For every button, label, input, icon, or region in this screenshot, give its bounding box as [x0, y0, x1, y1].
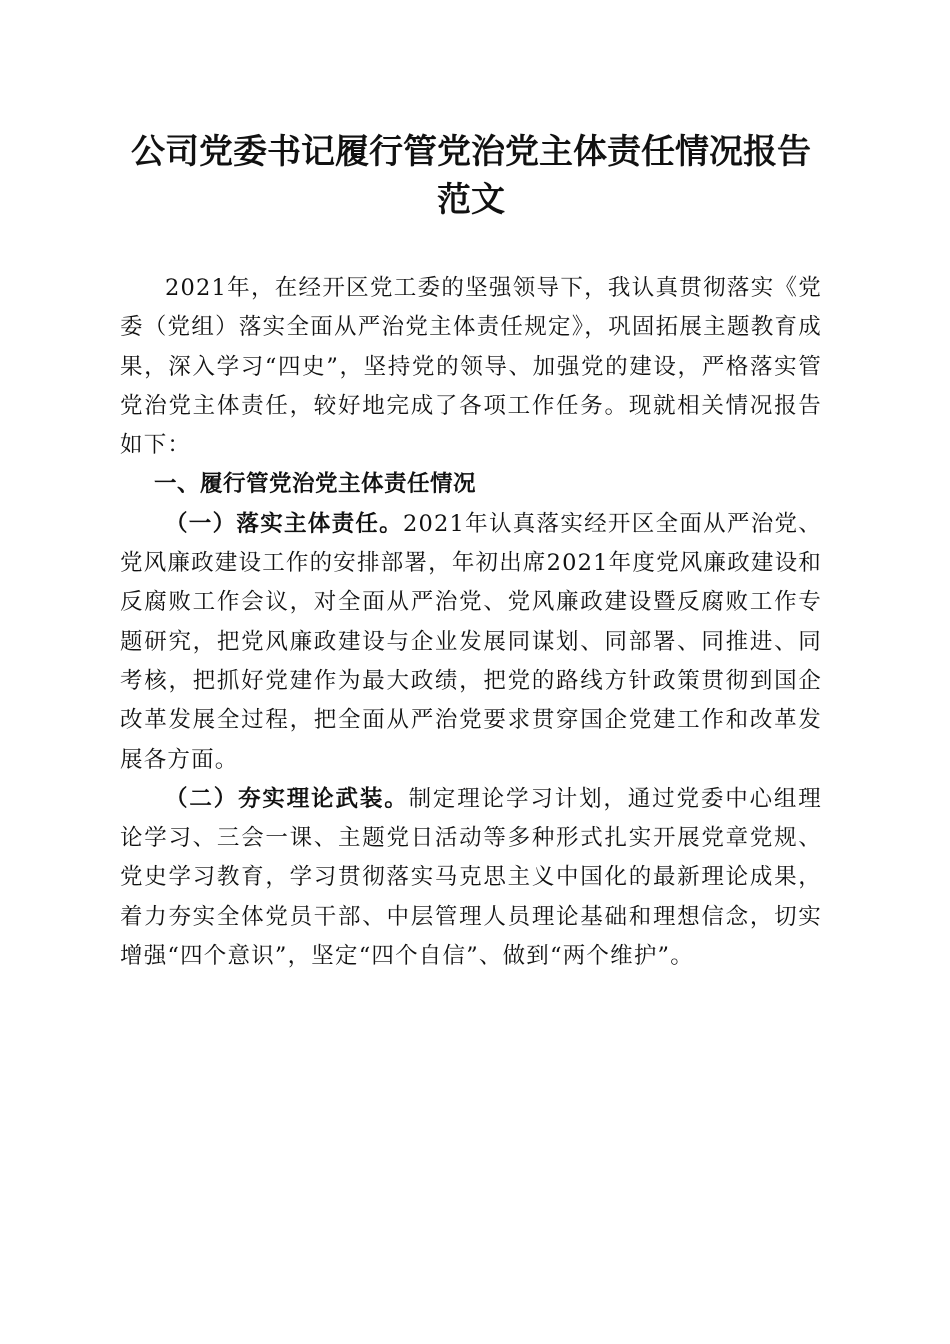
title-line-1: 公司党委书记履行管党治党主体责任情况报告 [131, 132, 811, 172]
subsection-1-lead: （一）落实主体责任。 [165, 510, 403, 537]
document-title [120, 128, 822, 224]
subsection-2-text: 制定理论学习计划，通过党委中心组理论学习、三会一课、主题党日活动等多种形式扎实开展党章党规、党史学习教育，学习贯彻落实马克思主义中国化的最新理论成果，着力夯实全体党员干部、中层管理人员理论基础和理想信念，切实增强“四个意识”，坚定“四个自信”、做到“两个维护”。 [120, 785, 822, 970]
title-line-2: 范文 [437, 180, 505, 220]
subsection-2-lead: （二）夯实理论武装。 [165, 785, 409, 812]
subsection-1-paragraph [120, 505, 822, 780]
intro-paragraph: 2021年，在经开区党工委的坚强领导下，我认真贯彻落实《党委（党组）落实全面从严治党主体责任规定》，巩固拓展主题教育成果，深入学习“四史”，坚持党的领导、加强党的建设，严格落实管党治党主体责任，较好地完成了各项工作任务。现就相关情况报告如下： [120, 275, 822, 459]
subsection-2-paragraph [120, 780, 822, 976]
subsection-1-text: 2021年认真落实经开区全面从严治党、党风廉政建设工作的安排部署，年初出席2021年度党风廉政建设和反腐败工作会议，对全面从严治党、党风廉政建设暨反腐败工作专题研究，把党风廉政建设与企业发展同谋划、同部署、同推进、同考核，把抓好党建作为最大政绩，把党的路线方针政策贯彻到国企改革发展全过程，把全面从严治党要求贯穿国企党建工作和改革发展各方面。 [120, 510, 822, 773]
document-page [120, 128, 822, 976]
document-body [120, 269, 822, 976]
section-1-heading: 一、履行管党治党主体责任情况 [154, 471, 477, 498]
